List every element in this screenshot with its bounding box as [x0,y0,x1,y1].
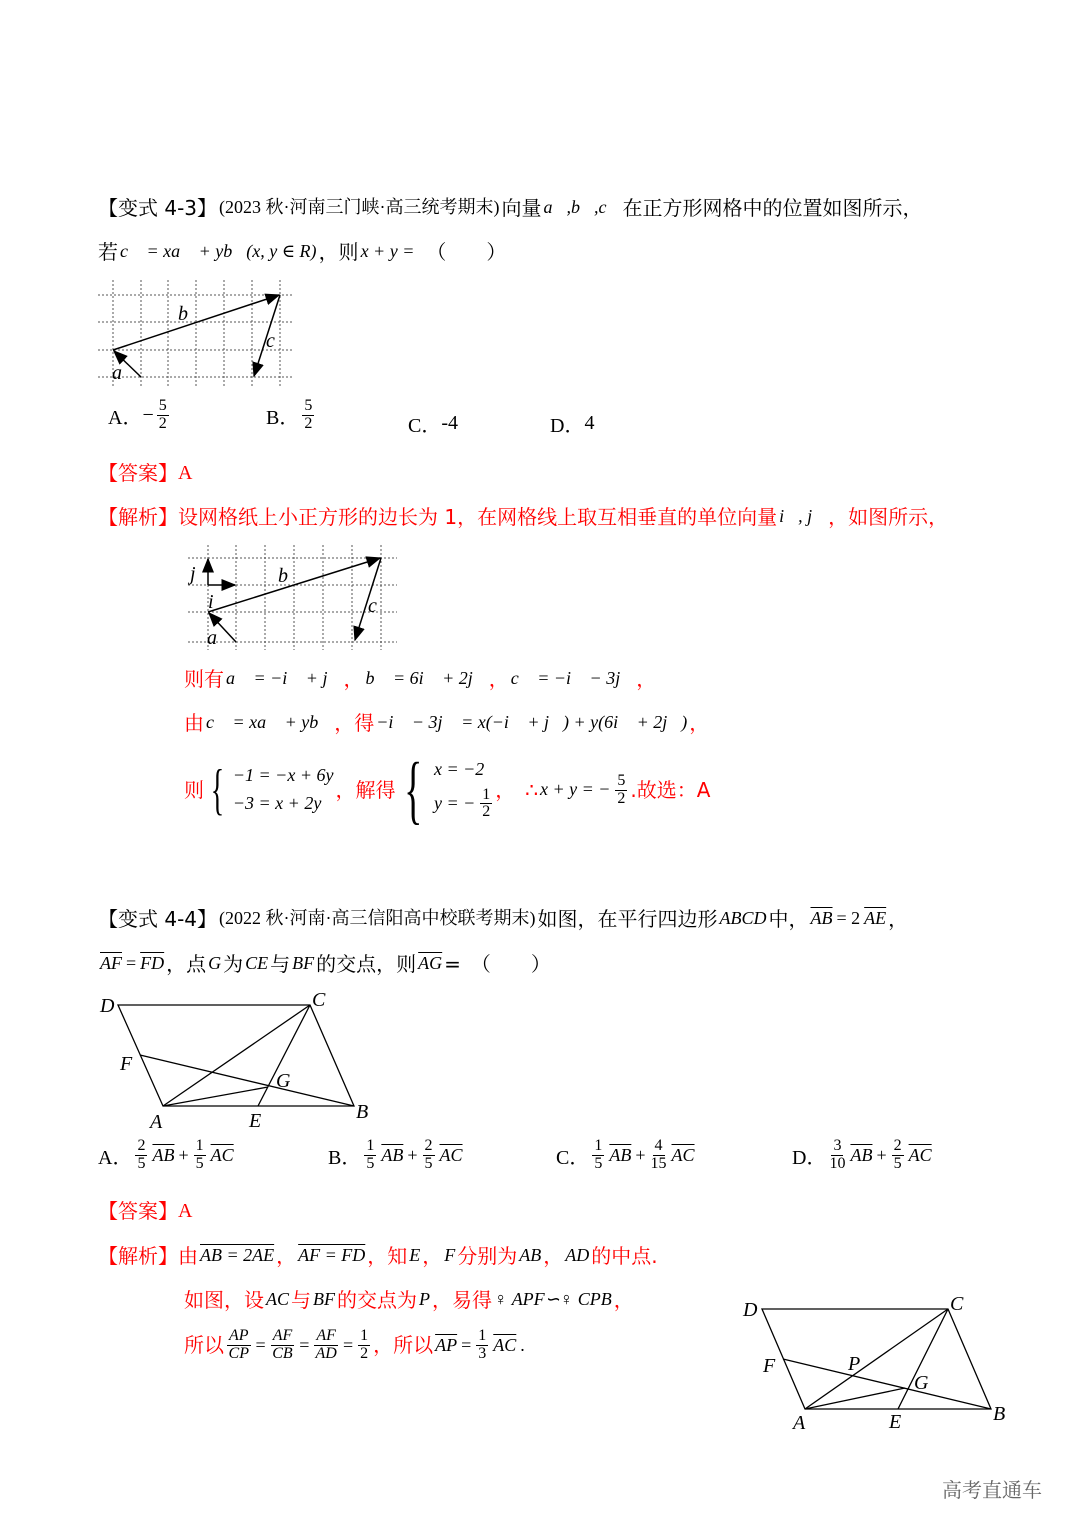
label-a: a⃗ [112,362,138,384]
math: CE [245,953,269,974]
analysis-text: ，所以 [373,1333,434,1358]
math: BF [313,1289,336,1310]
comma: ， [343,667,364,691]
q1-analysis-line2 [184,667,656,691]
den: 5 [893,1154,902,1172]
q1-option-c [408,409,458,438]
label-i: i⃗ [208,591,230,613]
q2-stem-text: 与 [270,952,291,976]
q2-blank: = （ ） [444,952,551,976]
analysis-text: 设网格纸上小正方形的边长为 1，在网格线上取互相垂直的单位向量 [178,505,778,529]
vec-ab: $\overline{AB}$ [609,1144,632,1165]
option-text: -4 [441,412,459,434]
eq: AB = 2AE [200,1245,275,1266]
plus: + [635,1144,646,1165]
analysis-text: 所以 [184,1333,224,1358]
equation-system: { −1 = −x + 6y −3 = x + 2y [210,759,334,821]
num: 1 [594,1137,603,1154]
den: AD [315,1344,337,1362]
answer-label: 【答案】 [98,1199,178,1223]
num: 1 [482,785,491,803]
option-letter: C． [556,1146,590,1169]
plus: + [178,1144,189,1165]
eq: x + y = − [539,779,611,800]
eq: AF = FD [298,1245,366,1266]
option-letter: B． [328,1146,362,1169]
option-letter: D． [792,1146,827,1169]
label-a2: a⃗ [207,627,233,649]
comma: ， [636,667,657,691]
den: 2 [360,1344,369,1362]
q2-tag: 【变式 4-4】 [98,907,218,931]
analysis-text: 如图，设 [184,1288,264,1312]
vec-fd: $\overline{FD}$ [140,953,165,974]
q2-option-c [556,1138,697,1173]
q2-stem-text: 的交点，则 [316,952,417,976]
q2-source: (2022 秋·河南·高三信阳高中校联考期末) [219,908,536,929]
comma: ， [689,711,710,735]
q2-answer [98,1199,192,1223]
watermark: 高考直通车 [942,1478,1042,1502]
analysis-text: 的中点. [591,1244,658,1268]
num: 1 [195,1137,204,1154]
comma: ， [276,1244,297,1268]
vec-ac: $\overline{AC}$ [439,1144,463,1165]
q1-equation: c⃗ = xa⃗ + yb⃗(x, y ∈ R) [120,241,317,262]
answer-value: A [178,462,193,484]
label-b: b⃗ [178,303,204,325]
q2-analysis-line2 [184,1288,634,1312]
option-letter: C． [408,415,442,437]
vec-ac: $\overline{AC}$ [493,1334,517,1355]
pt2-F: F [763,1355,776,1377]
num: 1 [478,1327,487,1344]
answer-label: 【答案】 [98,461,178,485]
analysis-text: 的交点为 [337,1288,418,1312]
den: 5 [366,1154,375,1172]
den: 2 [304,414,313,432]
q1-blank: （ ） [426,240,507,264]
analysis-text: ，得 [334,711,375,735]
q2-stem-text: ， [888,907,909,931]
num: 2 [424,1137,433,1154]
q1-answer [98,461,192,485]
eq-c: c⃗ = −i⃗ − 3j⃗ [510,668,635,689]
q1-analysis-line1 [98,505,948,529]
eq: −i⃗ − 3j⃗ = x(−i⃗ + j⃗) + y(6i⃗ + 2j⃗) [376,712,688,733]
comma: ， [488,667,509,691]
vec-ae: $\overline{AE}$ [864,908,887,929]
analysis-label: 【解析】 [98,1244,178,1268]
vec-ab: $\overline{AB}$ [152,1144,175,1165]
num: 5 [158,397,167,414]
pt2-E: E [889,1411,902,1433]
q1-option-b [266,398,317,433]
q1-source: (2023 秋·河南三门峡·高三统考期末) [219,197,500,218]
num: 3 [833,1137,842,1154]
q1-stem-text: ，则 [318,240,359,264]
vec-ag: $\overline{AG}$ [418,953,443,974]
pt2-A: A [793,1412,806,1434]
pt-B: B [356,1101,369,1123]
analysis-text: 由 [184,711,204,735]
therefore-symbol: ∴ [525,778,538,802]
math: AB [519,1245,542,1266]
vec-af: $\overline{AF}$ [100,953,122,974]
math: = 2 [836,908,861,929]
q2-stem-line1 [98,907,908,931]
den: 5 [137,1154,146,1172]
option-letter: A． [108,406,143,429]
comma: ， [422,1244,443,1268]
den: 2 [617,789,626,807]
vec-ac: $\overline{AC}$ [671,1144,695,1165]
pt2-C: C [950,1293,964,1315]
option-letter: A． [98,1146,133,1169]
num: 2 [893,1137,902,1154]
option-letter: D． [550,415,585,437]
comma: ， [543,1244,564,1268]
eq-row: −1 = −x + 6y [232,765,334,786]
analysis-text: 则有 [184,667,224,691]
period: . [520,1334,525,1355]
analysis-text: 由 [178,1244,198,1268]
eq-b: b⃗ = 6i⃗ + 2j⃗ [365,668,487,689]
num: AP [229,1327,249,1344]
solution-system: { x = −2 y = − $\frac{1}{2}$ [395,752,495,828]
q2-stem-text: ，点 [166,952,207,976]
vec-ac: $\overline{AC}$ [210,1144,234,1165]
num: 1 [360,1327,369,1344]
equals: = [461,1334,472,1355]
math: E [409,1245,421,1266]
math: AD [565,1245,590,1266]
plus: + [407,1144,418,1165]
eq-row: x = −2 [433,758,485,779]
num: AF [272,1327,293,1344]
q2-stem-text: 中， [768,907,809,931]
similar-triangles: ♀ APF∽♀ CPB [494,1289,612,1310]
num: 5 [617,771,626,789]
q1-analysis-line3 [184,711,709,735]
q2-stem-text: 如图，在平行四边形 [537,907,718,931]
analysis-text: .故选：A [630,778,711,802]
math: = [126,953,137,974]
pt-E: E [249,1110,262,1132]
q2-stem-line2 [98,952,551,976]
q1-stem-text: 若 [98,240,118,264]
analysis-text: 分别为 [457,1244,518,1268]
analysis-text: ，知 [367,1244,408,1268]
analysis-text: ，解得 [335,778,396,802]
pt2-G: G [914,1372,929,1394]
plus: + [876,1144,887,1165]
label-c: c⃗ [266,330,291,352]
den: 2 [158,414,167,432]
eq-a: a⃗ = −i⃗ + j⃗ [226,668,342,689]
den: CB [272,1344,293,1362]
math: G [208,953,222,974]
option-text: 4 [584,412,595,434]
q2-analysis-line3: 所以 $\frac{AP}{CP}$ = $\frac{AF}{CB}$ = $\frac{AF}{AD}$ = $\frac{1}{2}$ ，所以 $\overline{AP}$ = $\frac{1}{3}$ $\overline{AC}$ . [184,1327,525,1362]
num: 5 [304,397,313,414]
q1-analysis-line4 [184,748,711,832]
comma: ， [613,1288,634,1312]
vec-ac: $\overline{AC}$ [908,1144,932,1165]
pt-G: G [276,1070,291,1092]
label-b2: b⃗ [278,565,304,587]
comma: ， [495,778,516,802]
math: P [419,1289,431,1310]
q2-parallelogram-figure [118,1005,354,1106]
den: 5 [195,1154,204,1172]
q2-analysis-figure [762,1309,991,1409]
unit-vectors: i⃗, j⃗ [779,506,827,527]
eq: c⃗ = xa⃗ + yb⃗ [206,712,333,733]
q1-equation: x + y = [360,241,415,262]
q1-tag: 【变式 4-3】 [98,196,218,220]
pt-D: D [100,995,115,1017]
eq-row: −3 = x + 2y [232,793,322,813]
pt-C: C [312,989,326,1011]
q1-vectors: a⃗,b⃗,c⃗ [543,197,621,218]
den: CP [228,1344,249,1362]
q2-stem-text: 为 [223,952,244,976]
num: 2 [137,1137,146,1154]
option-sign: − [142,403,154,426]
den: 10 [829,1154,846,1172]
q1-option-d [550,409,594,438]
answer-value: A [178,1200,193,1222]
q2-option-b [328,1138,465,1173]
math: ABCD [719,908,767,929]
analysis-text: 则 [184,778,204,802]
analysis-label: 【解析】 [98,505,178,529]
analysis-text: ，易得 [432,1288,493,1312]
q1-stem-text: 向量 [501,196,542,220]
pt2-P: P [848,1353,861,1375]
den: 3 [478,1344,487,1362]
num: AF [316,1327,336,1344]
q1-stem-text: 在正方形网格中的位置如图所示， [622,196,923,220]
num: 1 [366,1137,375,1154]
q2-analysis-line1 [98,1244,658,1268]
vec-ab: $\overline{AB}$ [810,908,833,929]
num: 4 [654,1137,663,1154]
pt2-D: D [743,1299,758,1321]
label-j: j⃗ [190,563,212,585]
q2-option-d [792,1138,934,1173]
eq-row: y = − [433,793,476,813]
math: AC [266,1289,290,1310]
analysis-text: ，如图所示， [828,505,949,529]
vec-ab: $\overline{AB}$ [381,1144,404,1165]
pt-F: F [120,1053,133,1075]
label-c2: c⃗ [368,595,393,617]
den: 5 [424,1154,433,1172]
den: 15 [650,1154,667,1172]
option-letter: B． [266,406,300,429]
vec-ap: $\overline{AP}$ [435,1334,458,1355]
den: 5 [594,1154,603,1172]
math: F [444,1245,456,1266]
pt2-B: B [993,1403,1006,1425]
q1-option-a [108,398,172,433]
math: BF [292,953,315,974]
vec-ab: $\overline{AB}$ [850,1144,873,1165]
q2-option-a [98,1138,236,1173]
den: 2 [482,803,491,821]
pt-A: A [150,1111,163,1133]
analysis-text: 与 [291,1288,312,1312]
